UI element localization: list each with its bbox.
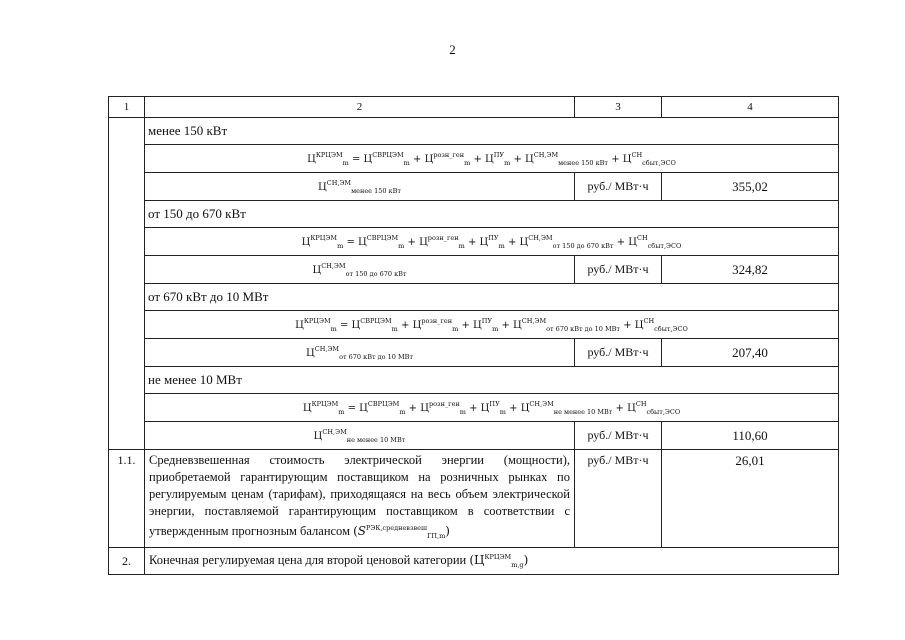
value-symbol: $Ц^{СН,ЭМ}_{не менее 10 МВт}$ [313,428,406,444]
value-cell: 355,02 [662,173,839,201]
formula: $Ц^{КРЦЭМ}_m = Ц^{СВРЦЭМ}_m + Ц^{розн\_ген}_m + Ц^{ПУ}_m + Ц^{СН,ЭМ}_{не менее 10 МВт} + Ц^{СН}_{сбыт,ЭСО}$ [302,400,681,416]
formula-row [109,311,839,339]
value-row [109,422,839,450]
section-row [109,201,839,228]
row-description-text: Средневзвешенная стоимость электрической энергии (мощности), приобретаемой гарантирующим поставщиком на розничных рынках по регулируемым ценам (тарифам), приходящаяся на весь объем электрической энергии, поставляемой гарантирующим поставщиком в соответствии с утвержденным прогнозным балансом [149,453,570,538]
row-description [145,450,575,548]
tariff-table [108,96,839,575]
section-row [109,118,839,145]
formula-row [109,394,839,422]
formula-cell [145,145,839,173]
header-col-1: 1 [109,97,145,118]
row-symbol: $(Ц^{КРЦЭМ}_{m,g})$ [469,553,529,569]
row-number-cell [109,118,145,450]
section-label: от 670 кВт до 10 МВт [145,284,839,311]
unit-cell: руб./ МВт·ч [575,256,662,284]
section-label: не менее 10 МВт [145,367,839,394]
row-number: 2. [109,548,145,575]
formula-row [109,228,839,256]
header-col-4: 4 [662,97,839,118]
value-symbol-cell [145,339,575,367]
formula: $Ц^{КРЦЭМ}_m = Ц^{СВРЦЭМ}_m + Ц^{розн\_ген}_m + Ц^{ПУ}_m + Ц^{СН,ЭМ}_{от 150 до 670 кВт} + Ц^{СН}_{сбыт,ЭСО}$ [301,234,682,250]
value-symbol: $Ц^{СН,ЭМ}_{менее 150 кВт}$ [318,179,401,195]
page-number: 2 [449,42,456,57]
formula-cell [145,394,839,422]
row-1-1 [109,450,839,548]
value-symbol-cell [145,422,575,450]
value-cell: 26,01 [662,450,839,548]
section-row [109,284,839,311]
row-symbol: $(S^{РЭК,средневзвеш}_{ГП,m})$ [353,524,450,540]
row-2 [109,548,839,575]
row-description-text: Конечная регулируемая цена для второй ценовой категории [149,553,467,567]
section-row [109,367,839,394]
value-cell: 324,82 [662,256,839,284]
value-cell: 207,40 [662,339,839,367]
value-symbol: $Ц^{СН,ЭМ}_{от 150 до 670 кВт}$ [312,262,407,278]
value-symbol-cell [145,256,575,284]
header-row [109,97,839,118]
unit-cell: руб./ МВт·ч [575,339,662,367]
formula-cell [145,311,839,339]
value-row [109,173,839,201]
formula-row [109,145,839,173]
formula: $Ц^{КРЦЭМ}_m = Ц^{СВРЦЭМ}_m + Ц^{розн\_ген}_m + Ц^{ПУ}_m + Ц^{СН,ЭМ}_{менее 150 кВт} + Ц^{СН}_{сбыт,ЭСО}$ [307,151,676,167]
unit-cell: руб./ МВт·ч [575,422,662,450]
value-symbol-cell [145,173,575,201]
row-number: 1.1. [109,450,145,548]
header-col-3: 3 [575,97,662,118]
formula-cell [145,228,839,256]
value-row [109,339,839,367]
formula: $Ц^{КРЦЭМ}_m = Ц^{СВРЦЭМ}_m + Ц^{розн\_ген}_m + Ц^{ПУ}_m + Ц^{СН,ЭМ}_{от 670 кВт до 10 МВт} + Ц^{СН}_{сбыт,ЭСО}$ [295,317,688,333]
section-label: от 150 до 670 кВт [145,201,839,228]
unit-cell: руб./ МВт·ч [575,173,662,201]
header-col-2: 2 [145,97,575,118]
value-symbol: $Ц^{СН,ЭМ}_{от 670 кВт до 10 МВт}$ [306,345,413,361]
section-label: менее 150 кВт [145,118,839,145]
value-row [109,256,839,284]
unit-cell: руб./ МВт·ч [575,450,662,548]
row-description [145,548,839,575]
value-cell: 110,60 [662,422,839,450]
